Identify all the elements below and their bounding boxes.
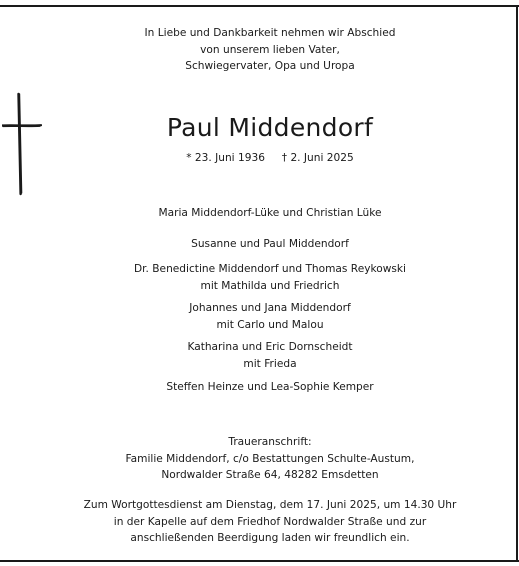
cross-icon (2, 92, 42, 196)
mourning-address (40, 434, 500, 484)
intro-text (40, 25, 500, 75)
mourner-line: mit Mathilda und Friedrich (200, 279, 340, 292)
deceased-name: Paul Middendorf (166, 113, 374, 142)
service-invitation (40, 497, 500, 547)
mourner-line: Dr. Benedictine Middendorf und Thomas Reykowski (134, 263, 406, 275)
mourner-line: mit Carlo und Malou (216, 318, 324, 331)
address-line: Traueranschrift: (228, 436, 312, 448)
mourner-line: Susanne und Paul Middendorf (191, 238, 349, 250)
service-line: Zum Wortgottesdienst am Dienstag, dem 17. Juni 2025, um 14.30 Uhr (83, 499, 457, 511)
mourner-group (40, 261, 500, 294)
mourner-line: Katharina und Eric Dornscheidt (187, 341, 353, 353)
mourner-group (40, 300, 500, 333)
mourner-line: Steffen Heinze und Lea-Sophie Kemper (166, 381, 374, 393)
mourner-line: Johannes und Jana Middendorf (189, 302, 351, 314)
death-date: † 2. Juni 2025 (281, 152, 354, 164)
frame-top-line (0, 5, 519, 7)
mourner-first (40, 205, 500, 222)
mourner-line: Maria Middendorf-Lüke und Christian Lüke (158, 207, 382, 219)
service-line: in der Kapelle auf dem Friedhof Nordwalder Straße und zur (113, 515, 427, 528)
mourner-group (40, 379, 500, 396)
mourner-line: mit Frieda (243, 357, 297, 370)
intro-line: In Liebe und Dankbarkeit nehmen wir Abschied (144, 27, 396, 39)
intro-line: Schwiegervater, Opa und Uropa (185, 60, 355, 72)
service-line: anschließenden Beerdigung laden wir freundlich ein. (130, 532, 410, 544)
frame-bottom-line (0, 560, 519, 562)
frame-right-line (516, 5, 518, 562)
life-dates (40, 150, 500, 166)
address-line: Familie Middendorf, c/o Bestattungen Schulte-Austum, (125, 452, 415, 465)
mourner-group (40, 236, 500, 253)
mourner-group (40, 339, 500, 372)
birth-date: * 23. Juni 1936 (186, 152, 265, 164)
address-line: Nordwalder Straße 64, 48282 Emsdetten (161, 469, 379, 481)
intro-line: von unserem lieben Vater, (200, 43, 340, 56)
